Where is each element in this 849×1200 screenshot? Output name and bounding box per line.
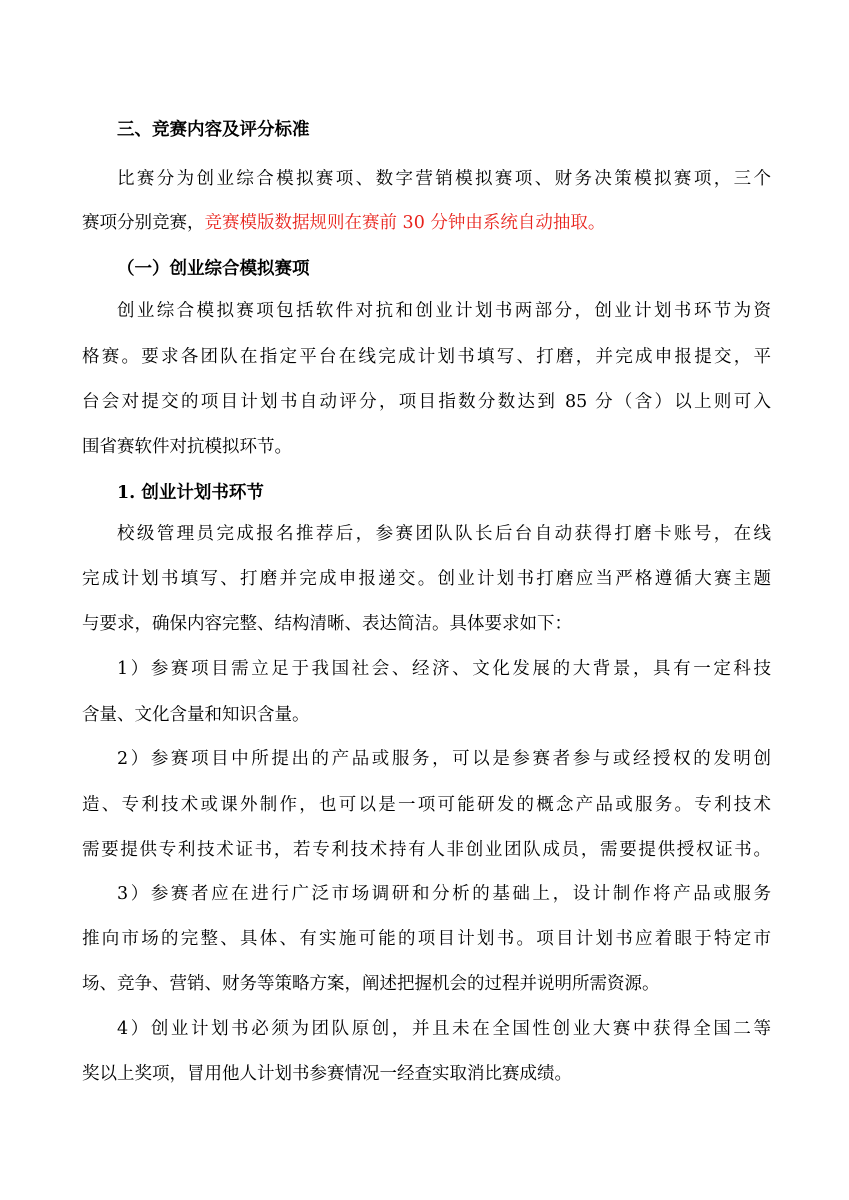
item-paragraph-line: 与要求，确保内容完整、结构清晰、表达简洁。具体要求如下： [82,614,572,634]
requirement-4-line: 奖以上奖项，冒用他人计划书参赛情况一经查实取消比赛成绩。 [82,1064,572,1084]
intro-line-1: 比赛分为创业综合模拟赛项、数字营销模拟赛项、财务决策模拟赛项，三个 [117,169,771,189]
intro-line-2-text: 赛项分别竞赛， [82,213,205,233]
subsection-heading: （一）创业综合模拟赛项 [117,259,310,279]
requirement-1-line: 含量、文化含量和知识含量。 [82,705,310,725]
section-heading: 三、竞赛内容及评分标准 [117,120,310,140]
intro-line-2 [82,211,782,235]
requirement-3-line: 3）参赛者应在进行广泛市场调研和分析的基础上，设计制作将产品或服务 [117,884,771,904]
requirement-2-line: 需要提供专利技术证书，若专利技术持有人非创业团队成员，需要提供授权证书。 [82,840,771,860]
subsection-paragraph-line: 围省赛软件对抗模拟环节。 [82,437,292,457]
item-paragraph-line: 完成计划书填写、打磨并完成申报递交。创业计划书打磨应当严格遵循大赛主题 [82,569,771,589]
highlighted-notice: 竞赛模版数据规则在赛前 30 分钟由系统自动抽取。 [204,213,606,233]
requirement-4-line: 4）创业计划书必须为团队原创，并且未在全国性创业大赛中获得全国二等 [117,1019,771,1039]
requirement-2-line: 2）参赛项目中所提出的产品或服务，可以是参赛者参与或经授权的发明创 [117,749,771,769]
requirement-1-line: 1）参赛项目需立足于我国社会、经济、文化发展的大背景，具有一定科技 [117,659,771,679]
requirement-3-line: 场、竞争、营销、财务等策略方案，阐述把握机会的过程并说明所需资源。 [82,974,660,994]
item-heading: 1. 创业计划书环节 [117,483,264,503]
subsection-paragraph-line: 台会对提交的项目计划书自动评分，项目指数分数达到 85 分（含）以上则可入 [82,392,771,412]
requirement-3-line: 推向市场的完整、具体、有实施可能的项目计划书。项目计划书应着眼于特定市 [82,929,771,949]
item-paragraph-line: 校级管理员完成报名推荐后，参赛团队队长后台自动获得打磨卡账号，在线 [117,524,771,544]
subsection-paragraph-line: 创业综合模拟赛项包括软件对抗和创业计划书两部分，创业计划书环节为资 [117,301,771,321]
requirement-2-line: 造、专利技术或课外制作，也可以是一项可能研发的概念产品或服务。专利技术 [82,795,771,815]
subsection-paragraph-line: 格赛。要求各团队在指定平台在线完成计划书填写、打磨，并完成申报提交，平 [82,347,771,367]
